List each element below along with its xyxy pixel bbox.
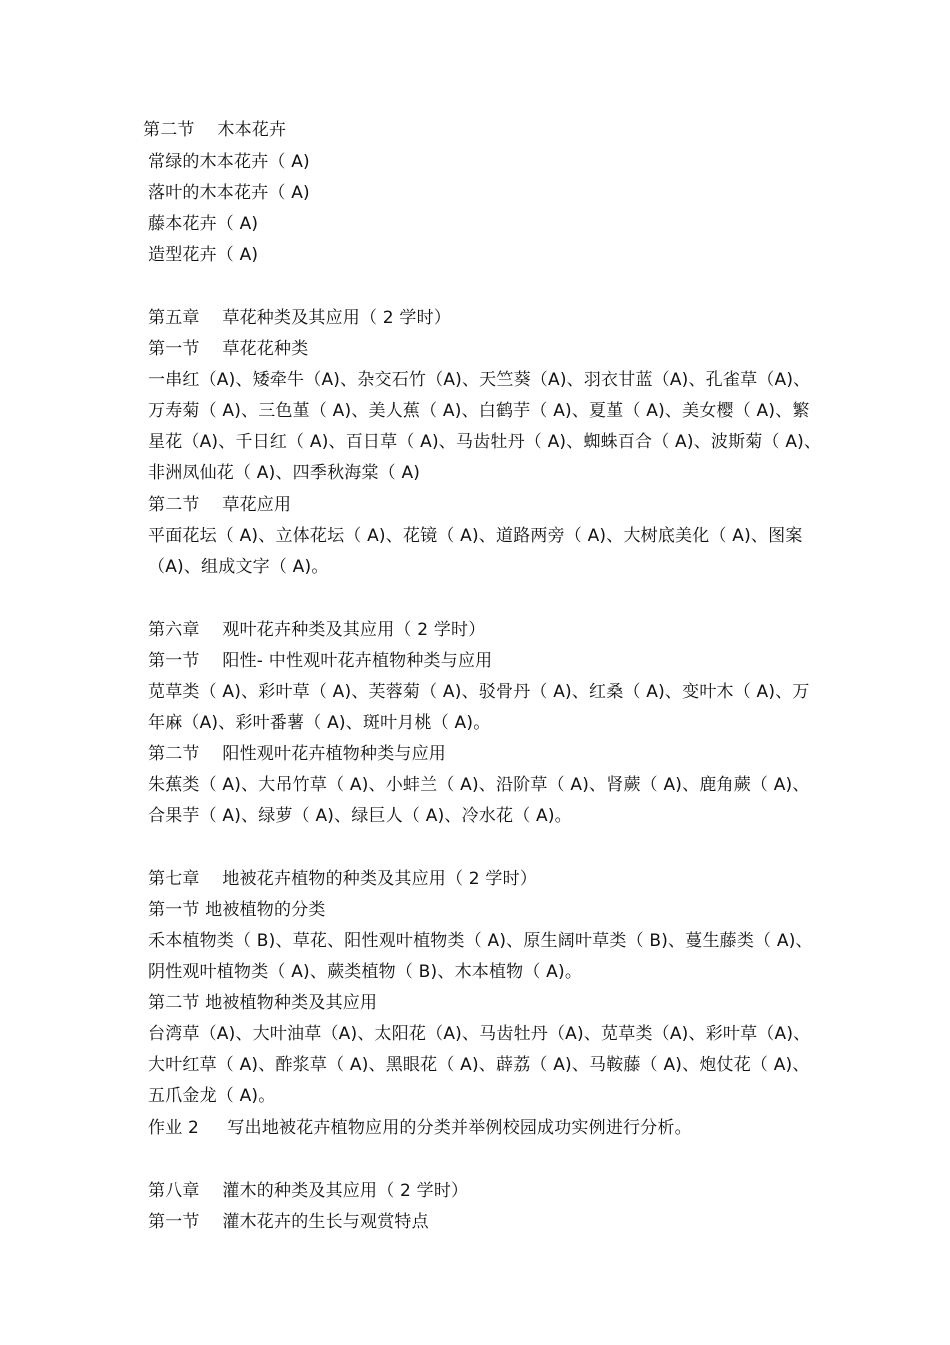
paragraph-line: 大叶红草（ A)、酢浆草（ A)、黑眼花（ A)、薜荔（ A)、马鞍藤（ A)、炮仗花（ A)、: [148, 1055, 810, 1075]
paragraph-line: 苋草类（ A)、彩叶草（ A)、芙蓉菊（ A)、驳骨丹（ A)、红桑（ A)、变叶木（ A)、万: [148, 682, 810, 702]
paragraph-line: 平面花坛（ A)、立体花坛（ A)、花镜（ A)、道路两旁（ A)、大树底美化（ A)、图案: [148, 526, 803, 546]
section-heading: 第二节 木本花卉: [143, 120, 287, 140]
paragraph-line: 五爪金龙（ A)。: [148, 1086, 276, 1106]
section-heading: 第二节 阳性观叶花卉植物种类与应用: [148, 744, 447, 764]
chapter-heading: 第五章 草花种类及其应用（ 2 学时）: [148, 308, 452, 328]
list-item: 落叶的木本花卉（ A): [148, 183, 310, 203]
section-heading: 第二节 地被植物种类及其应用: [148, 993, 378, 1013]
paragraph-line: 一串红（A)、矮牵牛（A)、杂交石竹（A)、天竺葵（A)、羽衣甘蓝（A)、孔雀草（A)、: [148, 370, 811, 390]
list-item: 常绿的木本花卉（ A): [148, 152, 310, 172]
list-item: 藤本花卉（ A): [148, 214, 259, 234]
section-heading: 第一节 草花花种类: [148, 339, 309, 359]
paragraph-line: 阴性观叶植物类（ A)、蕨类植物（ B)、木本植物（ A)。: [148, 962, 583, 982]
paragraph-line: （A)、组成文字（ A)。: [148, 557, 329, 577]
list-item: 造型花卉（ A): [148, 245, 259, 265]
paragraph-line: 合果芋（ A)、绿萝（ A)、绿巨人（ A)、冷水花（ A)。: [148, 806, 572, 826]
section-heading: 第二节 草花应用: [148, 495, 292, 515]
paragraph-line: 非洲凤仙花（ A)、四季秋海棠（ A): [148, 463, 421, 483]
chapter-heading: 第八章 灌木的种类及其应用（ 2 学时）: [148, 1181, 469, 1201]
chapter-heading: 第六章 观叶花卉种类及其应用（ 2 学时）: [148, 620, 486, 640]
chapter-heading: 第七章 地被花卉植物的种类及其应用（ 2 学时）: [148, 869, 538, 889]
paragraph-line: 年麻（A)、彩叶番薯（ A)、斑叶月桃（ A)。: [148, 713, 491, 733]
section-heading: 第一节 灌木花卉的生长与观赏特点: [148, 1212, 429, 1232]
section-heading: 第一节 阳性- 中性观叶花卉植物种类与应用: [148, 651, 493, 671]
section-heading: 第一节 地被植物的分类: [148, 900, 326, 920]
paragraph-line: 台湾草（A)、大叶油草（A)、太阳花（A)、马齿牡丹（A)、苋草类（A)、彩叶草（A)、: [148, 1024, 811, 1044]
assignment-line: 作业 2 写出地被花卉植物应用的分类并举例校园成功实例进行分析。: [148, 1118, 692, 1138]
paragraph-line: 星花（A)、千日红（ A)、百日草（ A)、马齿牡丹（ A)、蜘蛛百合（ A)、波斯菊（ A)、: [148, 432, 822, 452]
paragraph-line: 禾本植物类（ B)、草花、阳性观叶植物类（ A)、原生阔叶草类（ B)、蔓生藤类（ A)、: [148, 931, 813, 951]
paragraph-line: 朱蕉类（ A)、大吊竹草（ A)、小蚌兰（ A)、沿阶草（ A)、肾蕨（ A)、鹿角蕨（ A)、: [148, 775, 810, 795]
paragraph-line: 万寿菊（ A)、三色堇（ A)、美人蕉（ A)、白鹤芋（ A)、夏堇（ A)、美女樱（ A)、繁: [148, 401, 810, 421]
